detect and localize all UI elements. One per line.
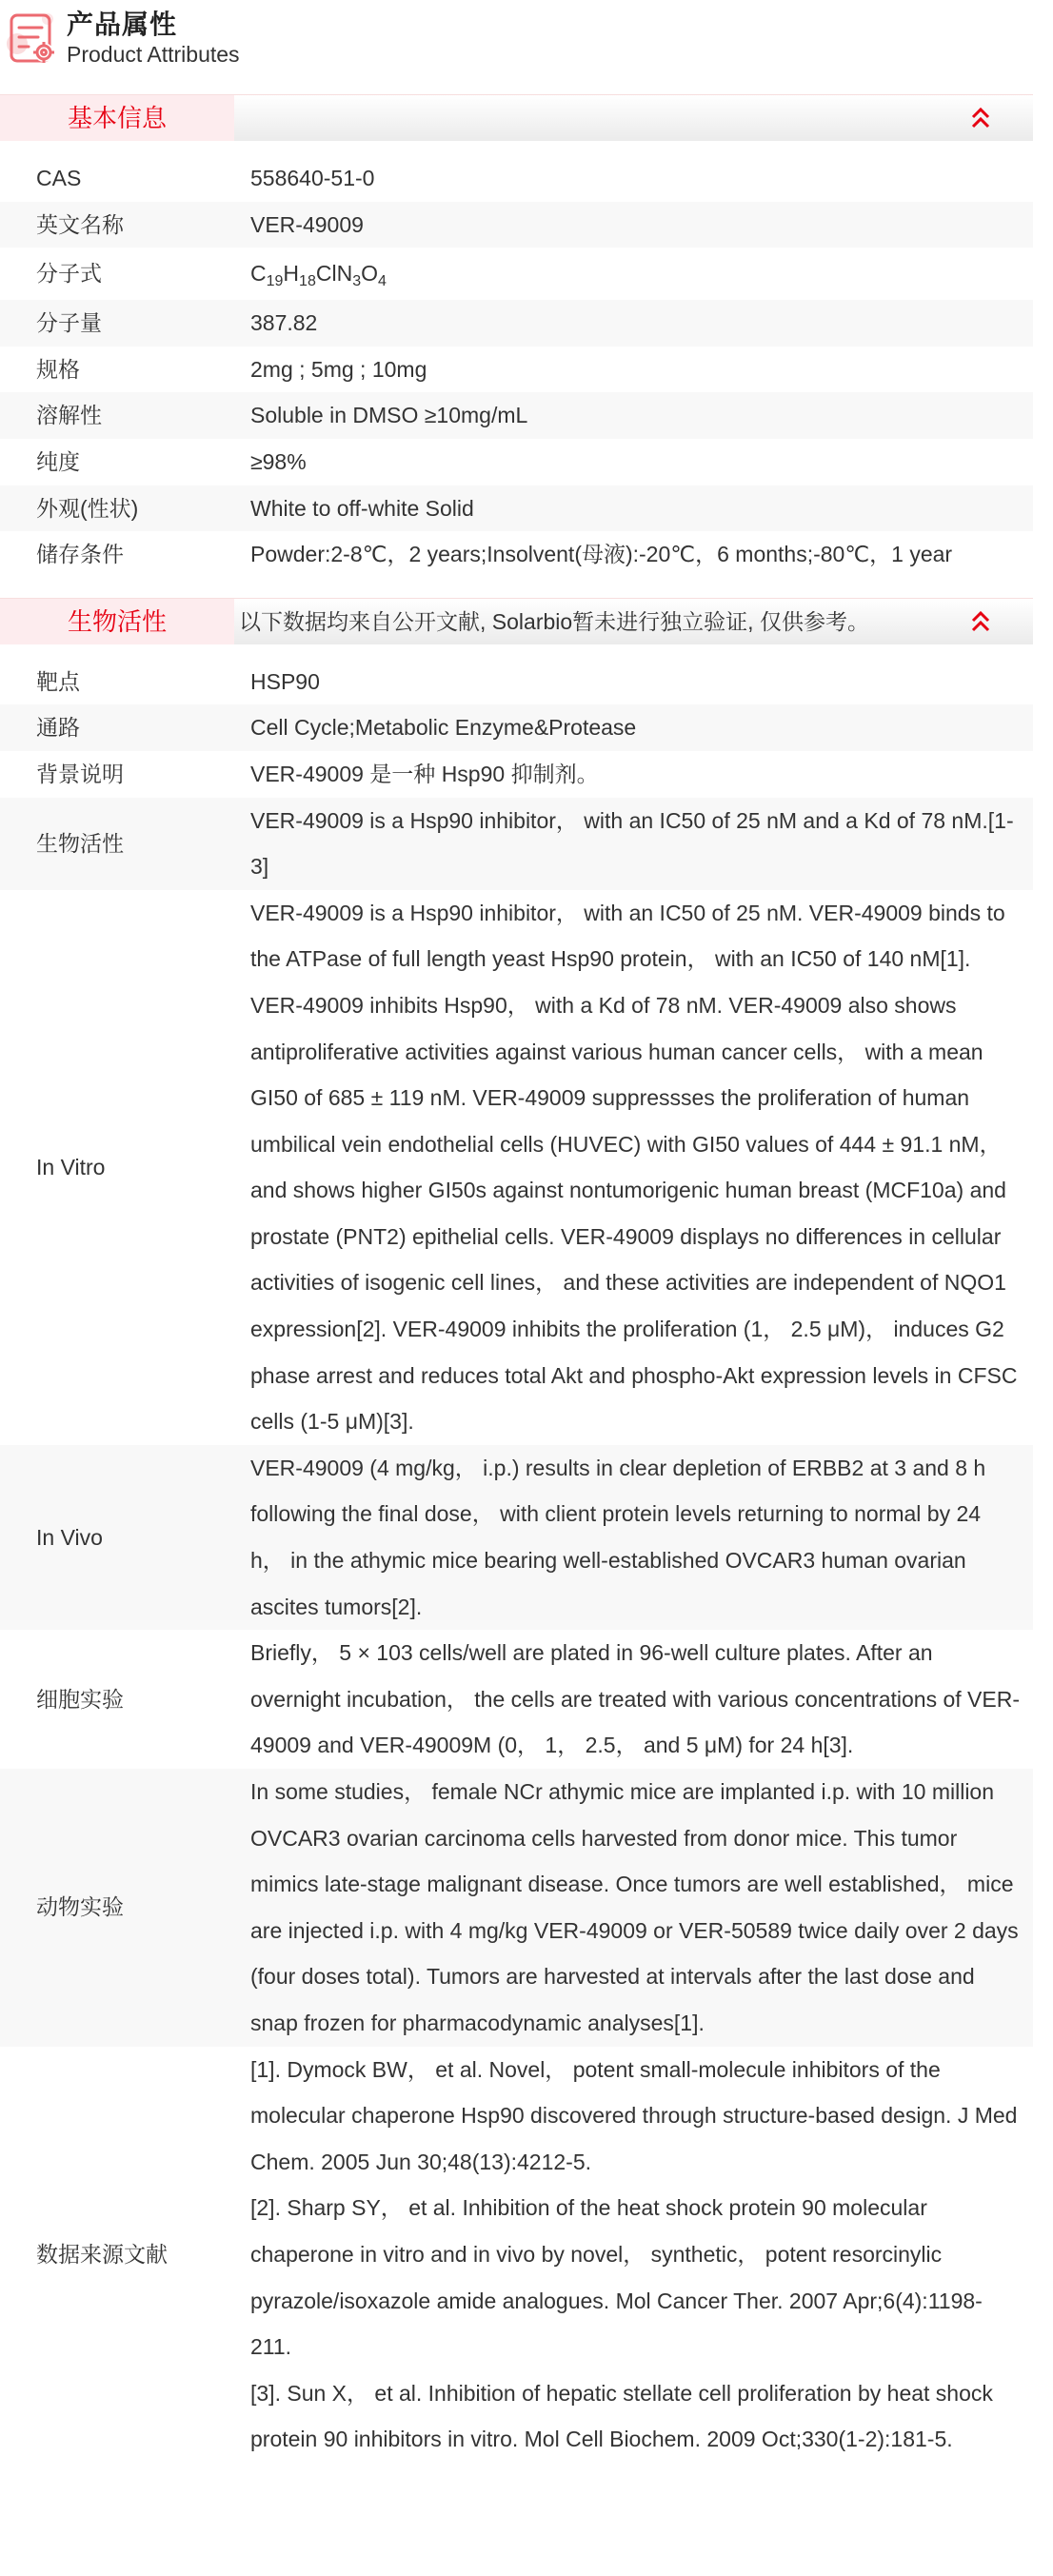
row-label: 规格: [36, 356, 80, 382]
row-label: In Vitro: [36, 1154, 106, 1179]
table-row: [0, 531, 1033, 578]
row-label: 溶解性: [36, 403, 102, 428]
table-row: [0, 1769, 1033, 2047]
row-value: VER-49009 是一种 Hsp90 抑制剂。: [250, 761, 599, 786]
document-gear-icon: [6, 10, 57, 67]
table-row: [0, 347, 1033, 393]
table-row: [0, 704, 1033, 751]
double-chevron-up-icon[interactable]: [970, 609, 991, 634]
row-value: White to off-white Solid: [250, 495, 474, 521]
row-value: VER-49009 (4 mg/kg， i.p.) results in clear depletion of ERBB2 at 3 and 8 h following the final dose， with client protein levels returning to normal by 24 h， in the athymic mice bearing well-established OVCAR3 human ovarian ascites tumors[2].: [250, 1455, 986, 1619]
row-label: 外观(性状): [36, 495, 139, 521]
bio-activity-header[interactable]: [0, 598, 1033, 644]
row-value: Cell Cycle;Metabolic Enzyme&Protease: [250, 715, 637, 741]
table-row: [0, 155, 1033, 202]
table-row: [0, 2047, 1033, 2463]
table-row: [0, 392, 1033, 439]
row-value: 387.82: [250, 310, 318, 336]
row-label: CAS: [36, 166, 82, 190]
table-row: [0, 1445, 1033, 1630]
row-label: 生物活性: [36, 830, 124, 856]
row-value: HSP90: [250, 668, 320, 694]
table-row: [0, 890, 1033, 1445]
page-title: 产品属性: [67, 10, 178, 39]
row-value: VER-49009 is a Hsp90 inhibitor， with an IC50 of 25 nM. VER-49009 binds to the ATPase of full length yeast Hsp90 protein， with an IC50 of 140 nM[1]. VER-49009 inhibits Hsp90， with a Kd of 78 nM. VER-49009 also shows antiproliferative activities against various human cancer cells， with a mean GI50 of 685 ± 119 nM. VER-49009 suppressses the proliferation of human umbilical vein endothelial cells (HUVEC) with GI50 values of 444 ± 91.1 nM， and shows higher GI50s against nontumorigenic human breast (MCF10a) and prostate (PNT2) epithelial cells. VER-49009 displays no differences in cellular activities of isogenic cell lines， and these activities are independent of NQO1 expression[2]. VER-49009 inhibits the proliferation (1， 2.5 μM)， induces G2 phase arrest and reduces total Akt and phospho-Akt expression levels in CFSC cells (1-5 μM)[3].: [250, 900, 1018, 1435]
bio-activity-section: [0, 598, 1033, 2463]
row-value: Powder:2-8℃，2 years;Insolvent(母液):-20℃，6 months;-80℃，1 year: [250, 542, 953, 567]
row-value: VER-49009: [250, 211, 364, 237]
row-value: Briefly， 5 × 103 cells/well are plated in 96-well culture plates. After an overnight incubation， the cells are treated with various concentrations of VER-49009 and VER-49009M (0， 1， 2.5， and 5 μM) for 24 h[3].: [250, 1640, 1020, 1758]
table-row: [0, 1630, 1033, 1769]
table-row: [0, 751, 1033, 798]
table-row: [0, 439, 1033, 485]
row-label: In Vivo: [36, 1524, 103, 1550]
references-list: [250, 2047, 1033, 2463]
section-title: 生物活性: [0, 599, 234, 644]
double-chevron-up-icon[interactable]: [970, 106, 991, 130]
table-row: [0, 300, 1033, 347]
molecular-formula: $C_{19}H_{18}ClN_3O_4$: [250, 261, 387, 290]
row-label: 纯度: [36, 448, 80, 474]
row-label: 英文名称: [36, 211, 124, 237]
reference-item: [2]. Sharp SY， et al. Inhibition of the heat shock protein 90 molecular chaperone in vitro and in vivo by novel， synthetic， potent resorcinylic pyrazole/isoxazole amide analogues. Mol Cancer Ther. 2007 Apr;6(4):1198-211.: [250, 2195, 983, 2360]
row-label: 分子式: [36, 261, 102, 287]
page-subtitle: Product Attributes: [67, 42, 240, 67]
row-label: 靶点: [36, 668, 80, 694]
section-title: 基本信息: [0, 95, 234, 141]
row-value: In some studies， female NCr athymic mice are implanted i.p. with 10 million OVCAR3 ovarian carcinoma cells harvested from donor mice. This tumor mimics late-stage malignant disease. Once tumors are well established， mice are injected i.p. with 4 mg/kg VER-49009 or VER-50589 twice daily over 2 days (four doses total). Tumors are harvested at intervals after the last dose and snap frozen for pharmacodynamic analyses[1].: [250, 1779, 1019, 2035]
row-label: 储存条件: [36, 542, 124, 567]
basic-info-table: [0, 155, 1033, 578]
row-label: 数据来源文献: [36, 2241, 168, 2267]
table-row: [0, 798, 1033, 890]
table-row: [0, 248, 1033, 300]
reference-item: [1]. Dymock BW， et al. Novel， potent small-molecule inhibitors of the molecular chaperone Hsp90 discovered through structure-based design. J Med Chem. 2005 Jun 30;48(13):4212-5.: [250, 2056, 1018, 2174]
basic-info-section: [0, 94, 1033, 578]
table-row: [0, 659, 1033, 705]
disclaimer-note: 以下数据均来自公开文献, Solarbio暂未进行独立验证, 仅供参考。: [239, 608, 869, 634]
row-value: ≥98%: [250, 448, 307, 474]
reference-item: [3]. Sun X， et al. Inhibition of hepatic stellate cell proliferation by heat shock protein 90 inhibitors in vitro. Mol Cell Biochem. 2009 Oct;330(1-2):181-5.: [250, 2380, 993, 2452]
page-header: [0, 0, 1053, 94]
row-label: 动物实验: [36, 1894, 124, 1920]
row-value: 2mg ; 5mg ; 10mg: [250, 356, 427, 382]
row-label: 分子量: [36, 310, 102, 336]
row-label: 背景说明: [36, 761, 124, 786]
row-label: 通路: [36, 715, 80, 741]
row-value: 558640-51-0: [250, 166, 375, 190]
row-label: 细胞实验: [36, 1686, 124, 1712]
row-value: VER-49009 is a Hsp90 inhibitor， with an IC50 of 25 nM and a Kd of 78 nM.[1-3]: [250, 807, 1014, 880]
basic-info-header[interactable]: [0, 94, 1033, 141]
table-row: [0, 485, 1033, 532]
row-value: Soluble in DMSO ≥10mg/mL: [250, 403, 528, 428]
table-row: [0, 202, 1033, 248]
bio-activity-table: [0, 659, 1033, 2463]
